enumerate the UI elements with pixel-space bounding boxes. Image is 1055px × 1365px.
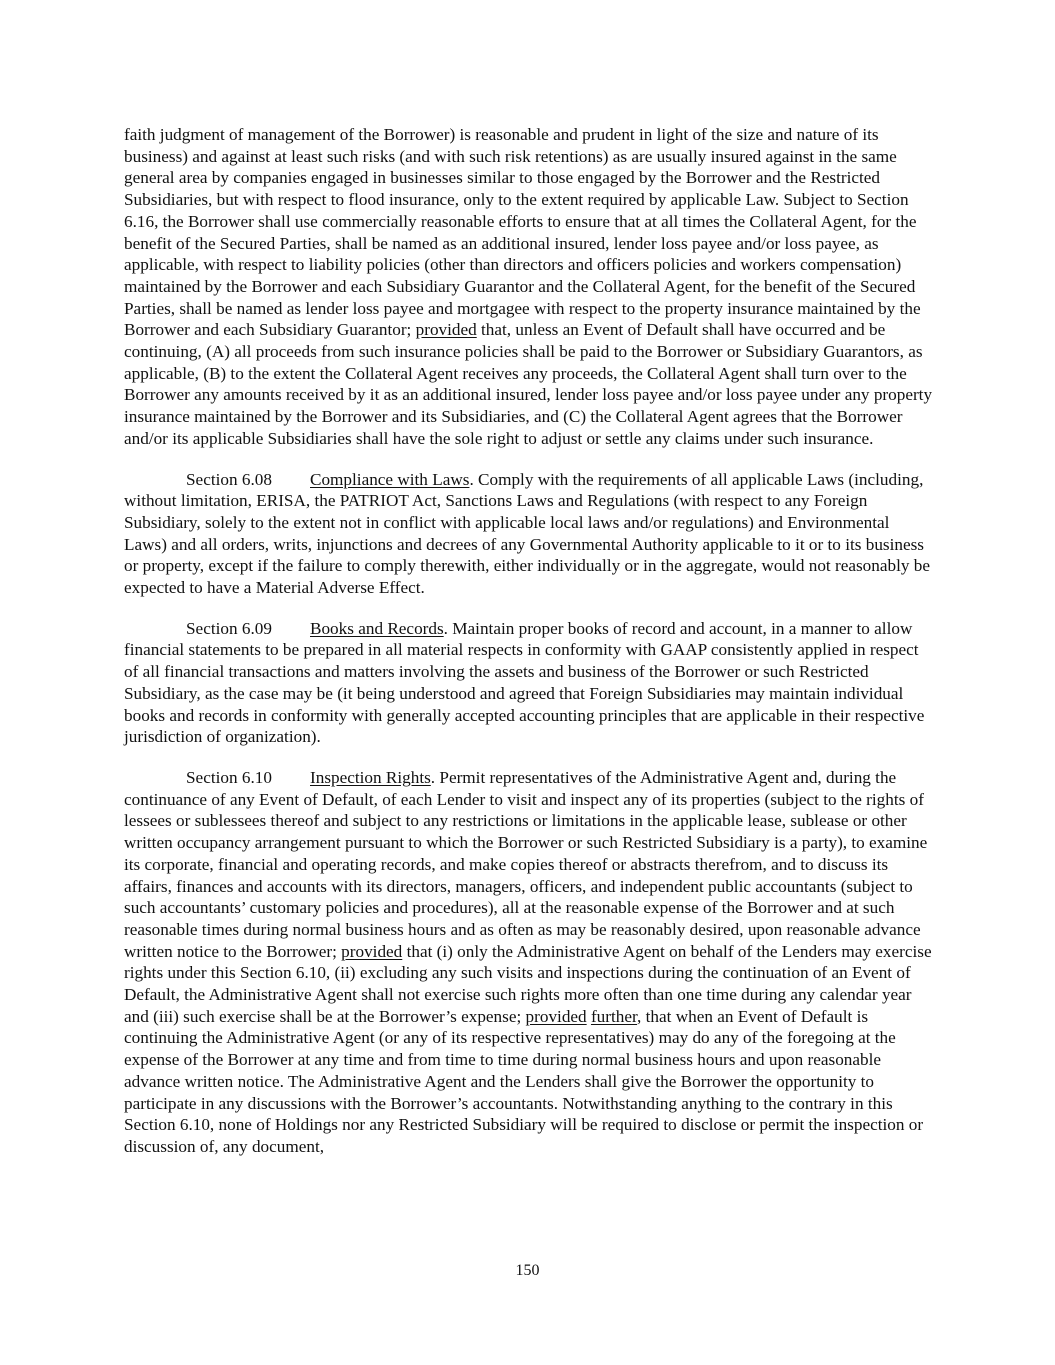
provided-term: provided <box>341 941 403 961</box>
section-body: . Maintain proper books of record and account, in a manner to allow financial statements to be prepared in all material respects in conformity with GAAP consistently applied in respect of all financial transactions and matters involving the assets and business of the Borrower or such Restricted Subsidiary, as the case may be (it being understood and agreed that Foreign Subsidiaries may maintain individual books and records in conformity with generally accepted accounting principles that are applicable in their respective jurisdiction of organization). <box>124 618 925 747</box>
section-6-09-paragraph <box>124 618 934 748</box>
paragraph-text: that, unless an Event of Default shall have occurred and be continuing, (A) all proceeds from such insurance policies shall be paid to the Borrower or Subsidiary Guarantors, as applicable, (B) to the extent the Collateral Agent receives any proceeds, the Collateral Agent shall turn over to the Borrower any amounts received by it as an additional insured, lender loss payee and/or loss payee under any property insurance maintained by the Borrower and its Subsidiaries, and (C) the Collateral Agent agrees that the Borrower and/or its applicable Subsidiaries shall have the sole right to adjust or settle any claims under such insurance. <box>124 320 933 448</box>
paragraph-text: faith judgment of management of the Borrower) is reasonable and prudent in light of the size and nature of its business) and against at least such risks (and with such risk retentions) as are usually insured against in the same general area by companies engaged in businesses similar to those engaged by the Borrower and the Restricted Subsidiaries, but with respect to flood insurance, only to the extent required by applicable Law. Subject to Section 6.16, the Borrower shall use commercially reasonable efforts to ensure that at all times the Collateral Agent, for the benefit of the Secured Parties, shall be named as an additional insured, lender loss payee and/or loss payee, as applicable, with respect to liability policies (other than directors and officers policies and workers compensation) maintained by the Borrower and each Subsidiary Guarantor and the Collateral Agent, for the benefit of the Secured Parties, shall be named as lender loss payee and mortgagee with respect to the property insurance maintained by the Borrower and each Subsidiary Guarantor; <box>124 125 921 340</box>
section-6-08-paragraph <box>124 469 934 599</box>
section-body: , that when an Event of Default is continuing the Administrative Agent (or any of its respective representatives) may do any of the foregoing at the expense of the Borrower at any time and from time to time during normal business hours and upon reasonable advance written notice. The Administrative Agent and the Lenders shall give the Borrower the opportunity to participate in any discussions with the Borrower’s accountants. Notwithstanding anything to the contrary in this Section 6.10, none of Holdings nor any Restricted Subsidiary will be required to disclose or permit the inspection or discussion of, any document, <box>124 1006 924 1156</box>
provided-term: provided <box>415 320 477 340</box>
section-number: Section 6.08 <box>186 469 272 489</box>
section-heading: Compliance with Laws <box>310 469 470 489</box>
insurance-continuation-paragraph <box>124 124 934 450</box>
section-number: Section 6.09 <box>186 618 272 638</box>
section-heading: Inspection Rights <box>310 767 431 787</box>
section-body: . Permit representatives of the Administrative Agent and, during the continuance of any Event of Default, of each Lender to visit and inspect any of its properties (subject to the rights of lessees or sublessees thereof and subject to any restrictions or limitations in the applicable lease, sublease or other written occupancy arrangement pursuant to which the Borrower or such Restricted Subsidiary is a party), to examine its corporate, financial and operating records, and make copies thereof or abstracts therefrom, and to discuss its affairs, finances and accounts with its directors, managers, officers, and independent public accountants (subject to such accountants’ customary policies and procedures), all at the reasonable expense of the Borrower and at such reasonable times during normal business hours and as often as may be reasonably desired, upon reasonable advance written notice to the Borrower; <box>124 767 928 961</box>
page-number: 150 <box>515 1262 540 1279</box>
section-body: that (i) only the Administrative Agent on behalf of the Lenders may exercise rights under this Section 6.10, (ii) excluding any such visits and inspections during the continuation of an Event of Default, the Administrative Agent shall not exercise such rights more often than one time during any calendar year and (iii) such exercise shall be at the Borrower’s expense; <box>124 941 932 1026</box>
document-page <box>124 124 934 1177</box>
section-number: Section 6.10 <box>186 767 272 787</box>
provided-term: provided <box>525 1006 587 1026</box>
section-heading: Books and Records <box>310 618 444 638</box>
section-body: . Comply with the requirements of all applicable Laws (including, without limitation, ERISA, the PATRIOT Act, Sanctions Laws and Regulations (with respect to any Foreign Subsidiary, solely to the extent not in conflict with applicable local laws and/or regulations) and Environmental Laws) and all orders, writs, injunctions and decrees of any Governmental Authority applicable to it or to its business or property, except if the failure to comply therewith, either individually or in the aggregate, would not reasonably be expected to have a Material Adverse Effect. <box>124 469 930 598</box>
further-term: further <box>590 1006 638 1026</box>
section-6-10-paragraph <box>124 767 934 1158</box>
